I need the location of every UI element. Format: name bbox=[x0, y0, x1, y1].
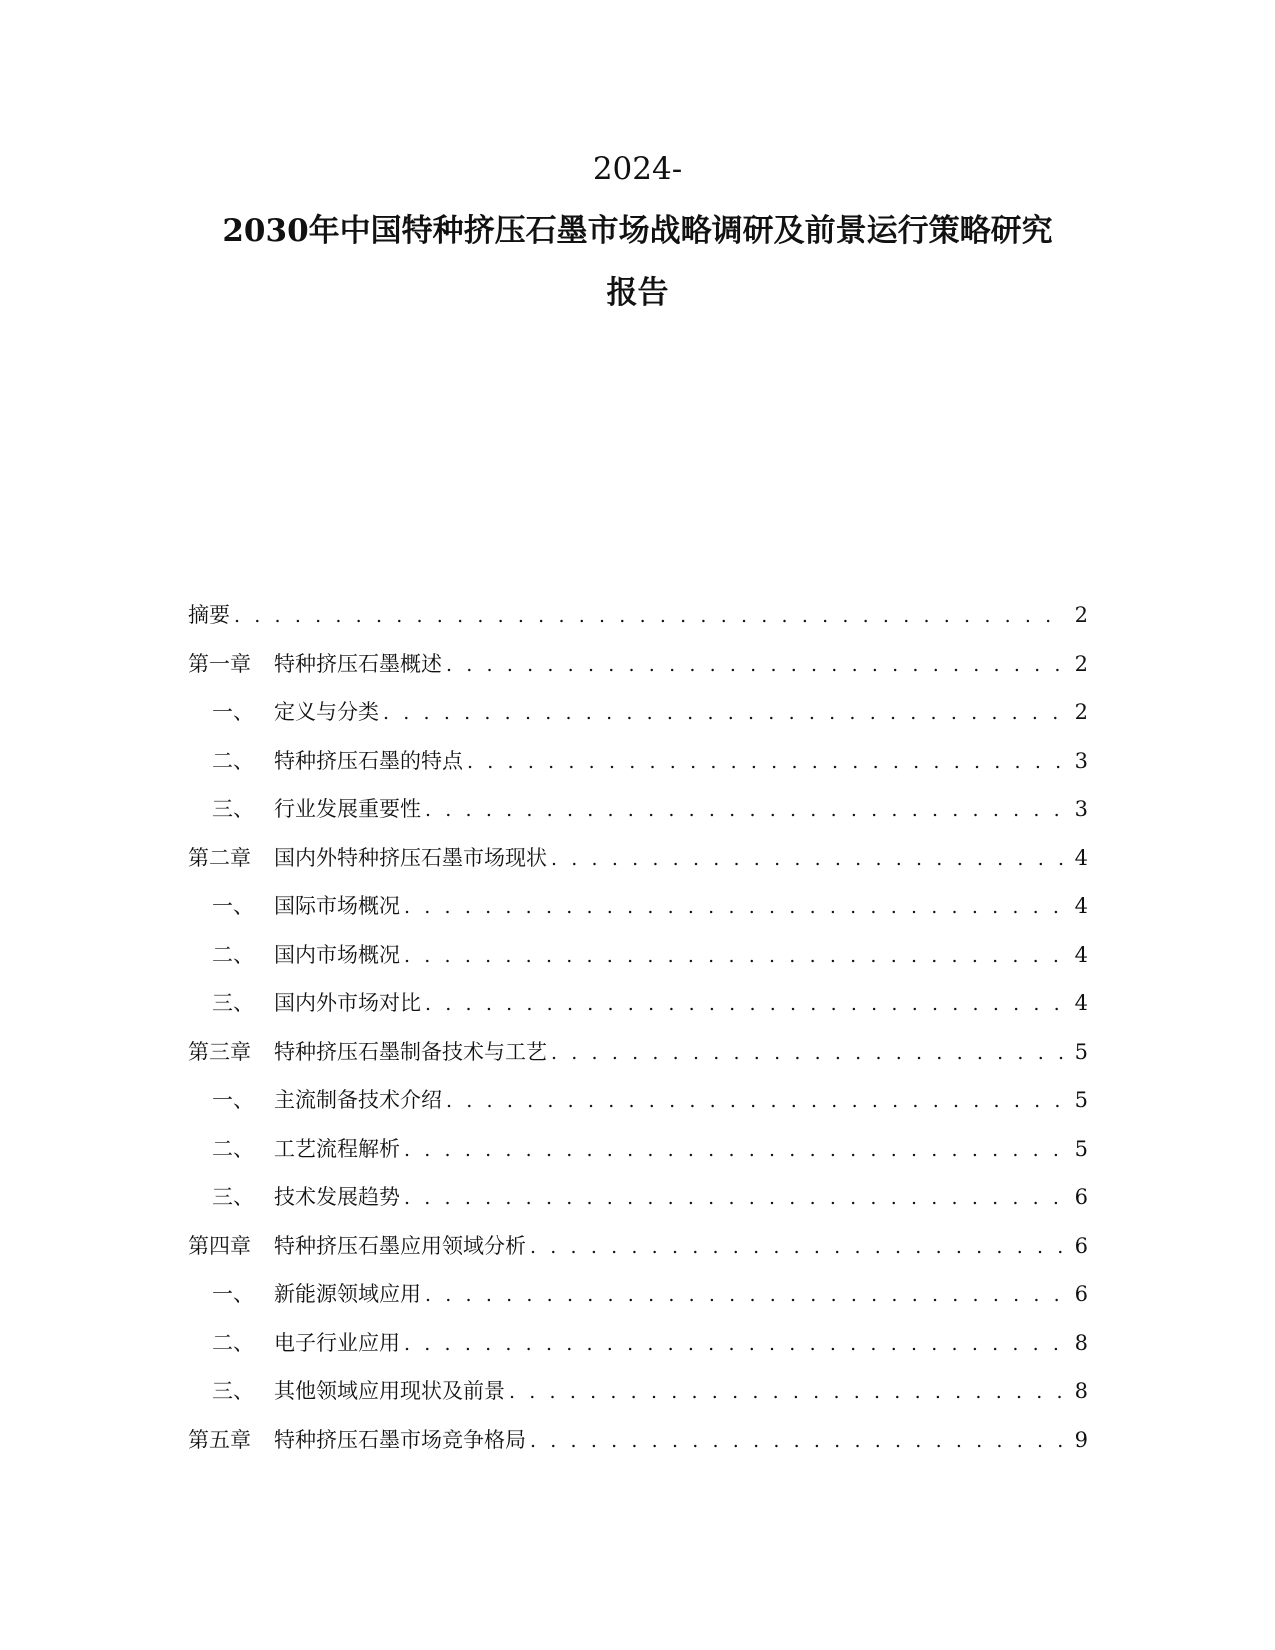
toc-entry[interactable] bbox=[188, 1425, 1088, 1474]
toc-dot-leader bbox=[425, 989, 1064, 1019]
toc-entry-page-number: 3 bbox=[1074, 748, 1088, 773]
toc-entry[interactable] bbox=[188, 1037, 1088, 1086]
toc-entry-page-number: 4 bbox=[1074, 894, 1088, 918]
toc-entry[interactable] bbox=[188, 891, 1088, 940]
toc-entry[interactable] bbox=[188, 746, 1088, 795]
title-line-report: 报告 bbox=[606, 275, 669, 311]
toc-entry-label bbox=[212, 1328, 400, 1358]
toc-entry-number: 一、 bbox=[212, 894, 254, 918]
toc-entry[interactable] bbox=[188, 1328, 1088, 1377]
toc-entry[interactable] bbox=[188, 940, 1088, 989]
toc-entry[interactable] bbox=[188, 988, 1088, 1037]
toc-entry-text: 国际市场概况 bbox=[274, 894, 400, 918]
toc-entry-page-number: 6 bbox=[1074, 1282, 1088, 1306]
toc-entry[interactable] bbox=[188, 843, 1088, 892]
toc-entry-text: 电子行业应用 bbox=[274, 1330, 400, 1355]
toc-entry-page-number: 4 bbox=[1074, 942, 1088, 967]
toc-entry-number: 二、 bbox=[212, 942, 254, 967]
toc-dot-leader bbox=[404, 1329, 1064, 1359]
toc-entry-number: 一、 bbox=[212, 700, 254, 724]
toc-entry-number: 二、 bbox=[212, 1136, 254, 1161]
toc-entry-number: 第五章 bbox=[188, 1427, 251, 1452]
toc-dot-leader bbox=[446, 1086, 1064, 1116]
toc-entry-label bbox=[212, 891, 400, 921]
title-line-year: 2024- bbox=[592, 151, 683, 187]
toc-entry[interactable] bbox=[188, 697, 1088, 746]
toc-dot-leader bbox=[425, 1280, 1064, 1310]
toc-entry[interactable] bbox=[188, 1279, 1088, 1328]
toc-entry-text: 主流制备技术介绍 bbox=[274, 1088, 442, 1112]
toc-entry-text: 行业发展重要性 bbox=[274, 797, 421, 821]
toc-dot-leader bbox=[467, 747, 1064, 777]
toc-entry-text: 国内市场概况 bbox=[274, 942, 400, 967]
toc-entry-number: 二、 bbox=[212, 1330, 254, 1355]
toc-entry-number: 二、 bbox=[212, 748, 254, 773]
toc-dot-leader bbox=[404, 892, 1064, 922]
toc-entry-label bbox=[212, 794, 421, 824]
toc-entry-label bbox=[188, 649, 442, 679]
toc-entry[interactable] bbox=[188, 1134, 1088, 1183]
title-line-main: 2030年中国特种挤压石墨市场战略调研及前景运行策略研究 bbox=[222, 213, 1053, 249]
toc-entry-number: 三、 bbox=[212, 991, 254, 1015]
toc-dot-leader bbox=[404, 1135, 1064, 1165]
toc-entry-page-number: 5 bbox=[1074, 1136, 1088, 1161]
toc-dot-leader bbox=[530, 1232, 1064, 1262]
toc-entry-label bbox=[188, 843, 547, 873]
toc-dot-leader bbox=[551, 844, 1064, 874]
toc-entry-text: 特种挤压石墨市场竞争格局 bbox=[274, 1427, 526, 1452]
toc-dot-leader bbox=[425, 795, 1064, 825]
toc-entry-label bbox=[212, 1279, 421, 1309]
toc-entry-text: 技术发展趋势 bbox=[274, 1185, 400, 1209]
toc-entry-text: 国内外特种挤压石墨市场现状 bbox=[274, 845, 547, 870]
toc-entry-text: 摘要 bbox=[188, 603, 230, 627]
toc-entry-number: 一、 bbox=[212, 1282, 254, 1306]
toc-entry-number: 三、 bbox=[212, 1379, 254, 1403]
toc-entry-page-number: 6 bbox=[1074, 1233, 1088, 1258]
toc-entry-label bbox=[212, 1134, 400, 1164]
toc-entry-page-number: 3 bbox=[1074, 797, 1088, 821]
toc-entry-number: 第三章 bbox=[188, 1039, 251, 1064]
toc-entry-label bbox=[188, 600, 230, 630]
table-of-contents bbox=[188, 600, 1088, 1473]
toc-entry-page-number: 9 bbox=[1074, 1427, 1088, 1452]
toc-entry-text: 特种挤压石墨概述 bbox=[274, 651, 442, 676]
toc-entry-text: 工艺流程解析 bbox=[274, 1136, 400, 1161]
toc-entry-text: 其他领域应用现状及前景 bbox=[274, 1379, 505, 1403]
toc-entry-page-number: 5 bbox=[1074, 1039, 1088, 1064]
toc-entry-page-number: 4 bbox=[1074, 845, 1088, 870]
toc-entry-label bbox=[212, 1182, 400, 1212]
toc-entry-label bbox=[212, 1376, 505, 1406]
toc-entry[interactable] bbox=[188, 649, 1088, 698]
toc-dot-leader bbox=[234, 601, 1064, 631]
toc-entry[interactable] bbox=[188, 1182, 1088, 1231]
toc-entry-text: 特种挤压石墨的特点 bbox=[274, 748, 463, 773]
toc-entry-text: 新能源领域应用 bbox=[274, 1282, 421, 1306]
toc-dot-leader bbox=[404, 941, 1064, 971]
toc-entry-number: 第四章 bbox=[188, 1233, 251, 1258]
toc-entry-label bbox=[212, 1085, 442, 1115]
document-title bbox=[0, 138, 1275, 324]
toc-entry-page-number: 8 bbox=[1074, 1330, 1088, 1355]
toc-entry[interactable] bbox=[188, 1231, 1088, 1280]
toc-entry-page-number: 5 bbox=[1074, 1088, 1088, 1112]
toc-entry-page-number: 8 bbox=[1074, 1379, 1088, 1403]
toc-entry-page-number: 2 bbox=[1074, 603, 1088, 627]
toc-entry-number: 三、 bbox=[212, 797, 254, 821]
toc-dot-leader bbox=[509, 1377, 1064, 1407]
toc-entry[interactable] bbox=[188, 600, 1088, 649]
toc-entry[interactable] bbox=[188, 1085, 1088, 1134]
toc-dot-leader bbox=[446, 650, 1064, 680]
toc-entry-label bbox=[212, 746, 463, 776]
toc-entry-page-number: 2 bbox=[1074, 651, 1088, 676]
toc-entry-number: 第二章 bbox=[188, 845, 251, 870]
toc-dot-leader bbox=[383, 698, 1064, 728]
toc-entry[interactable] bbox=[188, 794, 1088, 843]
toc-entry-page-number: 2 bbox=[1074, 700, 1088, 724]
toc-entry-label bbox=[212, 988, 421, 1018]
toc-entry-text: 定义与分类 bbox=[274, 700, 379, 724]
toc-entry-text: 特种挤压石墨制备技术与工艺 bbox=[274, 1039, 547, 1064]
toc-dot-leader bbox=[551, 1038, 1064, 1068]
toc-entry-text: 国内外市场对比 bbox=[274, 991, 421, 1015]
toc-entry-label bbox=[212, 940, 400, 970]
toc-entry-number: 第一章 bbox=[188, 651, 251, 676]
toc-dot-leader bbox=[530, 1426, 1064, 1456]
toc-entry-page-number: 6 bbox=[1074, 1185, 1088, 1209]
toc-entry-number: 三、 bbox=[212, 1185, 254, 1209]
toc-entry-number: 一、 bbox=[212, 1088, 254, 1112]
toc-entry[interactable] bbox=[188, 1376, 1088, 1425]
toc-entry-label bbox=[188, 1425, 526, 1455]
toc-entry-label bbox=[212, 697, 379, 727]
toc-entry-text: 特种挤压石墨应用领域分析 bbox=[274, 1233, 526, 1258]
toc-entry-label bbox=[188, 1231, 526, 1261]
toc-entry-page-number: 4 bbox=[1074, 991, 1088, 1015]
toc-dot-leader bbox=[404, 1183, 1064, 1213]
toc-entry-label bbox=[188, 1037, 547, 1067]
